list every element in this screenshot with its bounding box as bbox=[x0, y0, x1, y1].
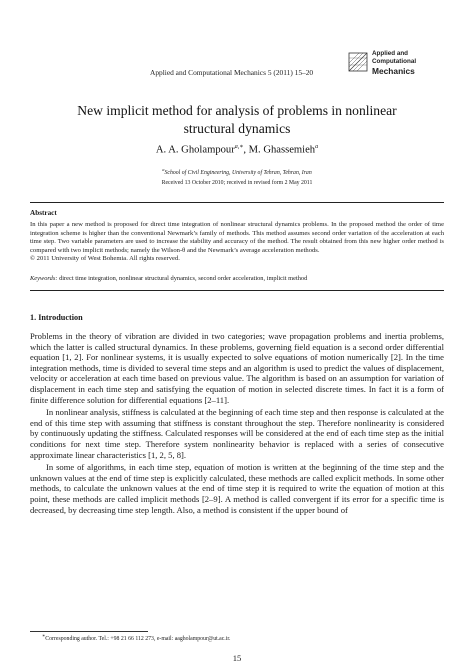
section-heading: 1. Introduction bbox=[30, 313, 83, 322]
footnote bbox=[42, 634, 230, 642]
journal-logo-text bbox=[372, 50, 416, 75]
logo-line-1: Applied and bbox=[372, 50, 409, 57]
author-separator: , bbox=[243, 144, 249, 156]
affiliation bbox=[40, 167, 434, 176]
journal-logo-icon bbox=[348, 52, 368, 72]
received-dates: Received 13 October 2010; received in revised form 2 May 2011 bbox=[161, 180, 313, 186]
copyright-notice: © 2011 University of West Bohemia. All rights reserved. bbox=[30, 255, 180, 263]
paper-title bbox=[40, 102, 434, 138]
affiliation-mark: a bbox=[162, 167, 165, 172]
author-list bbox=[40, 143, 434, 156]
footnote-mark: ∗ bbox=[42, 634, 46, 639]
abstract-top-rule bbox=[30, 202, 444, 203]
abstract-bottom-rule bbox=[30, 290, 444, 291]
paper-title-line-1: New implicit method for analysis of problems in nonlinear bbox=[77, 103, 397, 118]
author-1-affil-mark: a,∗ bbox=[234, 144, 244, 150]
keywords bbox=[30, 275, 444, 283]
affiliation-text: School of Civil Engineering, University of Tehran, Tehran, Iran bbox=[164, 169, 312, 176]
footnote-rule bbox=[30, 631, 148, 632]
abstract-body bbox=[30, 221, 444, 264]
abstract-heading: Abstract bbox=[30, 209, 57, 217]
author-2: M. Ghassemieh bbox=[248, 144, 316, 156]
footnote-text: Corresponding author. Tel.: +98 21 66 112 273, e-mail: aagholampour@ut.ac.ir. bbox=[45, 635, 231, 642]
author-2-affil-mark: a bbox=[315, 144, 319, 150]
journal-logo bbox=[348, 50, 436, 80]
paragraph: In some of algorithms, in each time step, equation of motion is written at the beginning of the time step and the unknown values at the end of time step is explicitly calculated, these methods are called explicit methods. In some other methods, to calculate the unknown values at the end of time step it is required to write the equation of motion at this point, these methods are called implicit methods [2–9]. A method is called convergent if its error for a specific time is decreased, by decreasing time step length. Also, a method is consistent if the upper bound of bbox=[30, 462, 444, 515]
paragraph: In nonlinear analysis, stiffness is calculated at the beginning of each time step and then response is calculated at the end of this time step with assuming that stiffness is constant throughout the step. Therefore nonlinearity is considered by continuously updating the stiffness. Calculated responses will be considered at the end of each time step as the initial conditions for next time step. Therefore system nonlinearity behavior is replaced with a series of consecutive approximate linear characteristics [1, 2, 5, 8]. bbox=[30, 407, 444, 460]
abstract-text: In this paper a new method is proposed for direct time integration of nonlinear structural dynamics problems. In the proposed method the order of time integration scheme is higher than the conventional Newmark’s family of methods. This method assumes second order variation of the acceleration at each time step. Two variable parameters are used to increase the stability and accuracy of the method. The result obtained from this new higher order method is compared with two implicit methods; namely the Wilson-θ and the Newmark’s average acceleration methods. bbox=[30, 221, 444, 254]
introduction-body bbox=[30, 331, 444, 517]
logo-line-2: Computational bbox=[372, 58, 417, 65]
author-1: A. A. Gholampour bbox=[155, 144, 235, 156]
keywords-text: direct time integration, nonlinear structural dynamics, second order acceleration, implicit method bbox=[57, 275, 308, 282]
page-number: 15 bbox=[232, 653, 242, 663]
paper-title-line-2: structural dynamics bbox=[183, 121, 291, 136]
paragraph: Problems in the theory of vibration are divided in two categories; wave propagation problems and inertia problems, which the latter is called structural dynamics. In these problems, governing field equation is a second order differential equation [1, 2]. For nonlinear systems, it is usually expected to solve equations of motion numerically [2]. In the time integration methods, time is divided to several time steps and an algorithm is used to predict the values of displacement, velocity or acceleration at each time based on previous value. The algorithm is based on an assumption for variation of displacement in each time step and satisfying the equation of motion in selected discrete times. In fact it is a form of finite difference solution for differential equations [2–11]. bbox=[30, 331, 444, 405]
keywords-label: Keywords: bbox=[30, 275, 58, 282]
journal-citation: Applied and Computational Mechanics 5 (2011) 15–20 bbox=[150, 68, 314, 77]
logo-line-3: Mechanics bbox=[372, 66, 415, 76]
